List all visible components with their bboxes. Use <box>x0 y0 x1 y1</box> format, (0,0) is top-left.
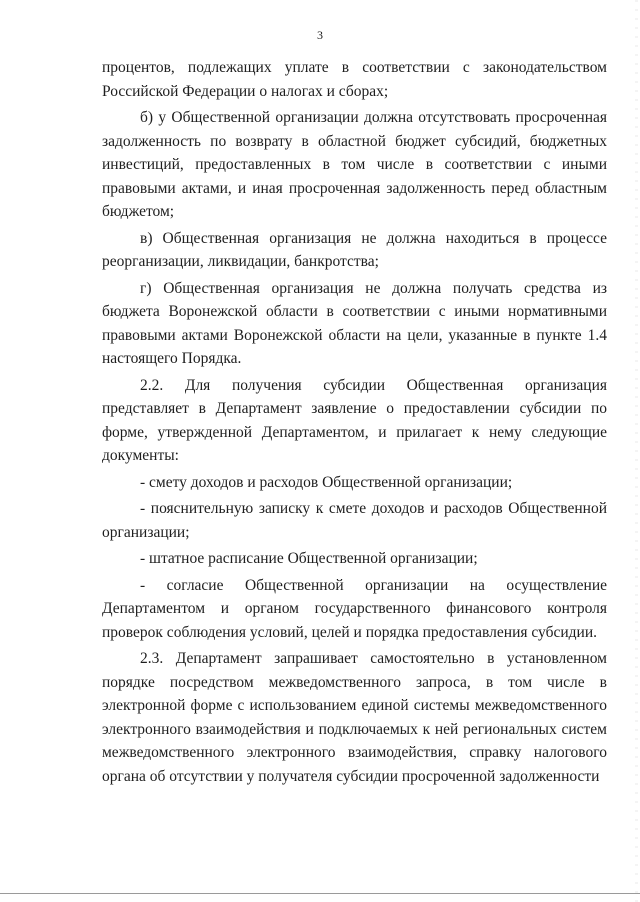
scan-right-edge-artifact <box>635 0 638 902</box>
paragraph-subitem-g: г) Общественная организация не должна получать средства из бюджета Воронежской области в соответствии с иными нормативными правовыми актами Воронежской области на цели, указанные в пункте 1.4 настоящего Порядка. <box>102 279 607 367</box>
document-body <box>102 56 607 788</box>
paragraph-clause-2-3: 2.3. Департамент запрашивает самостоятельно в установленном порядке посредством межведомственного запроса, в том числе в электронной форме с использованием единой системы межведомственного электронного взаимодействия и подключаемых к ней региональных систем межведомственного электронного взаимодействия, справку налогового органа об отсутствии у получателя субсидии просроченной задолженности <box>102 650 607 785</box>
page-number: 3 <box>317 28 323 42</box>
paragraph-continuation: процентов, подлежащих уплате в соответствии с законодательством Российской Федерации о налогах и сборах; <box>102 59 607 100</box>
paragraph-clause-2-2: 2.2. Для получения субсидии Общественная организация представляет в Департамент заявление о предоставлении субсидии по форме, утвержденной Департаментом, и прилагает к нему следующие документы: <box>102 376 607 464</box>
list-item-explanatory-note: - пояснительную записку к смете доходов и расходов Общественной организации; <box>102 500 607 541</box>
list-item-staff-schedule: - штатное расписание Общественной организации; <box>140 550 478 567</box>
paragraph-subitem-b: б) у Общественной организации должна отсутствовать просроченная задолженность по возврату в областной бюджет субсидий, бюджетных инвестиций, предоставленных в том числе в соответствии с иными правовыми актами, и иная просроченная задолженность перед областным бюджетом; <box>102 109 607 220</box>
list-item-consent: - согласие Общественной организации на осуществление Департаментом и органом государственного финансового контроля проверок соблюдения условий, целей и порядка предоставления субсидии. <box>102 576 607 641</box>
paragraph-subitem-v: в) Общественная организация не должна находиться в процессе реорганизации, ликвидации, банкротства; <box>102 229 607 270</box>
list-item-estimate: - смету доходов и расходов Общественной организации; <box>140 473 513 491</box>
scan-bottom-edge-line <box>0 893 640 894</box>
